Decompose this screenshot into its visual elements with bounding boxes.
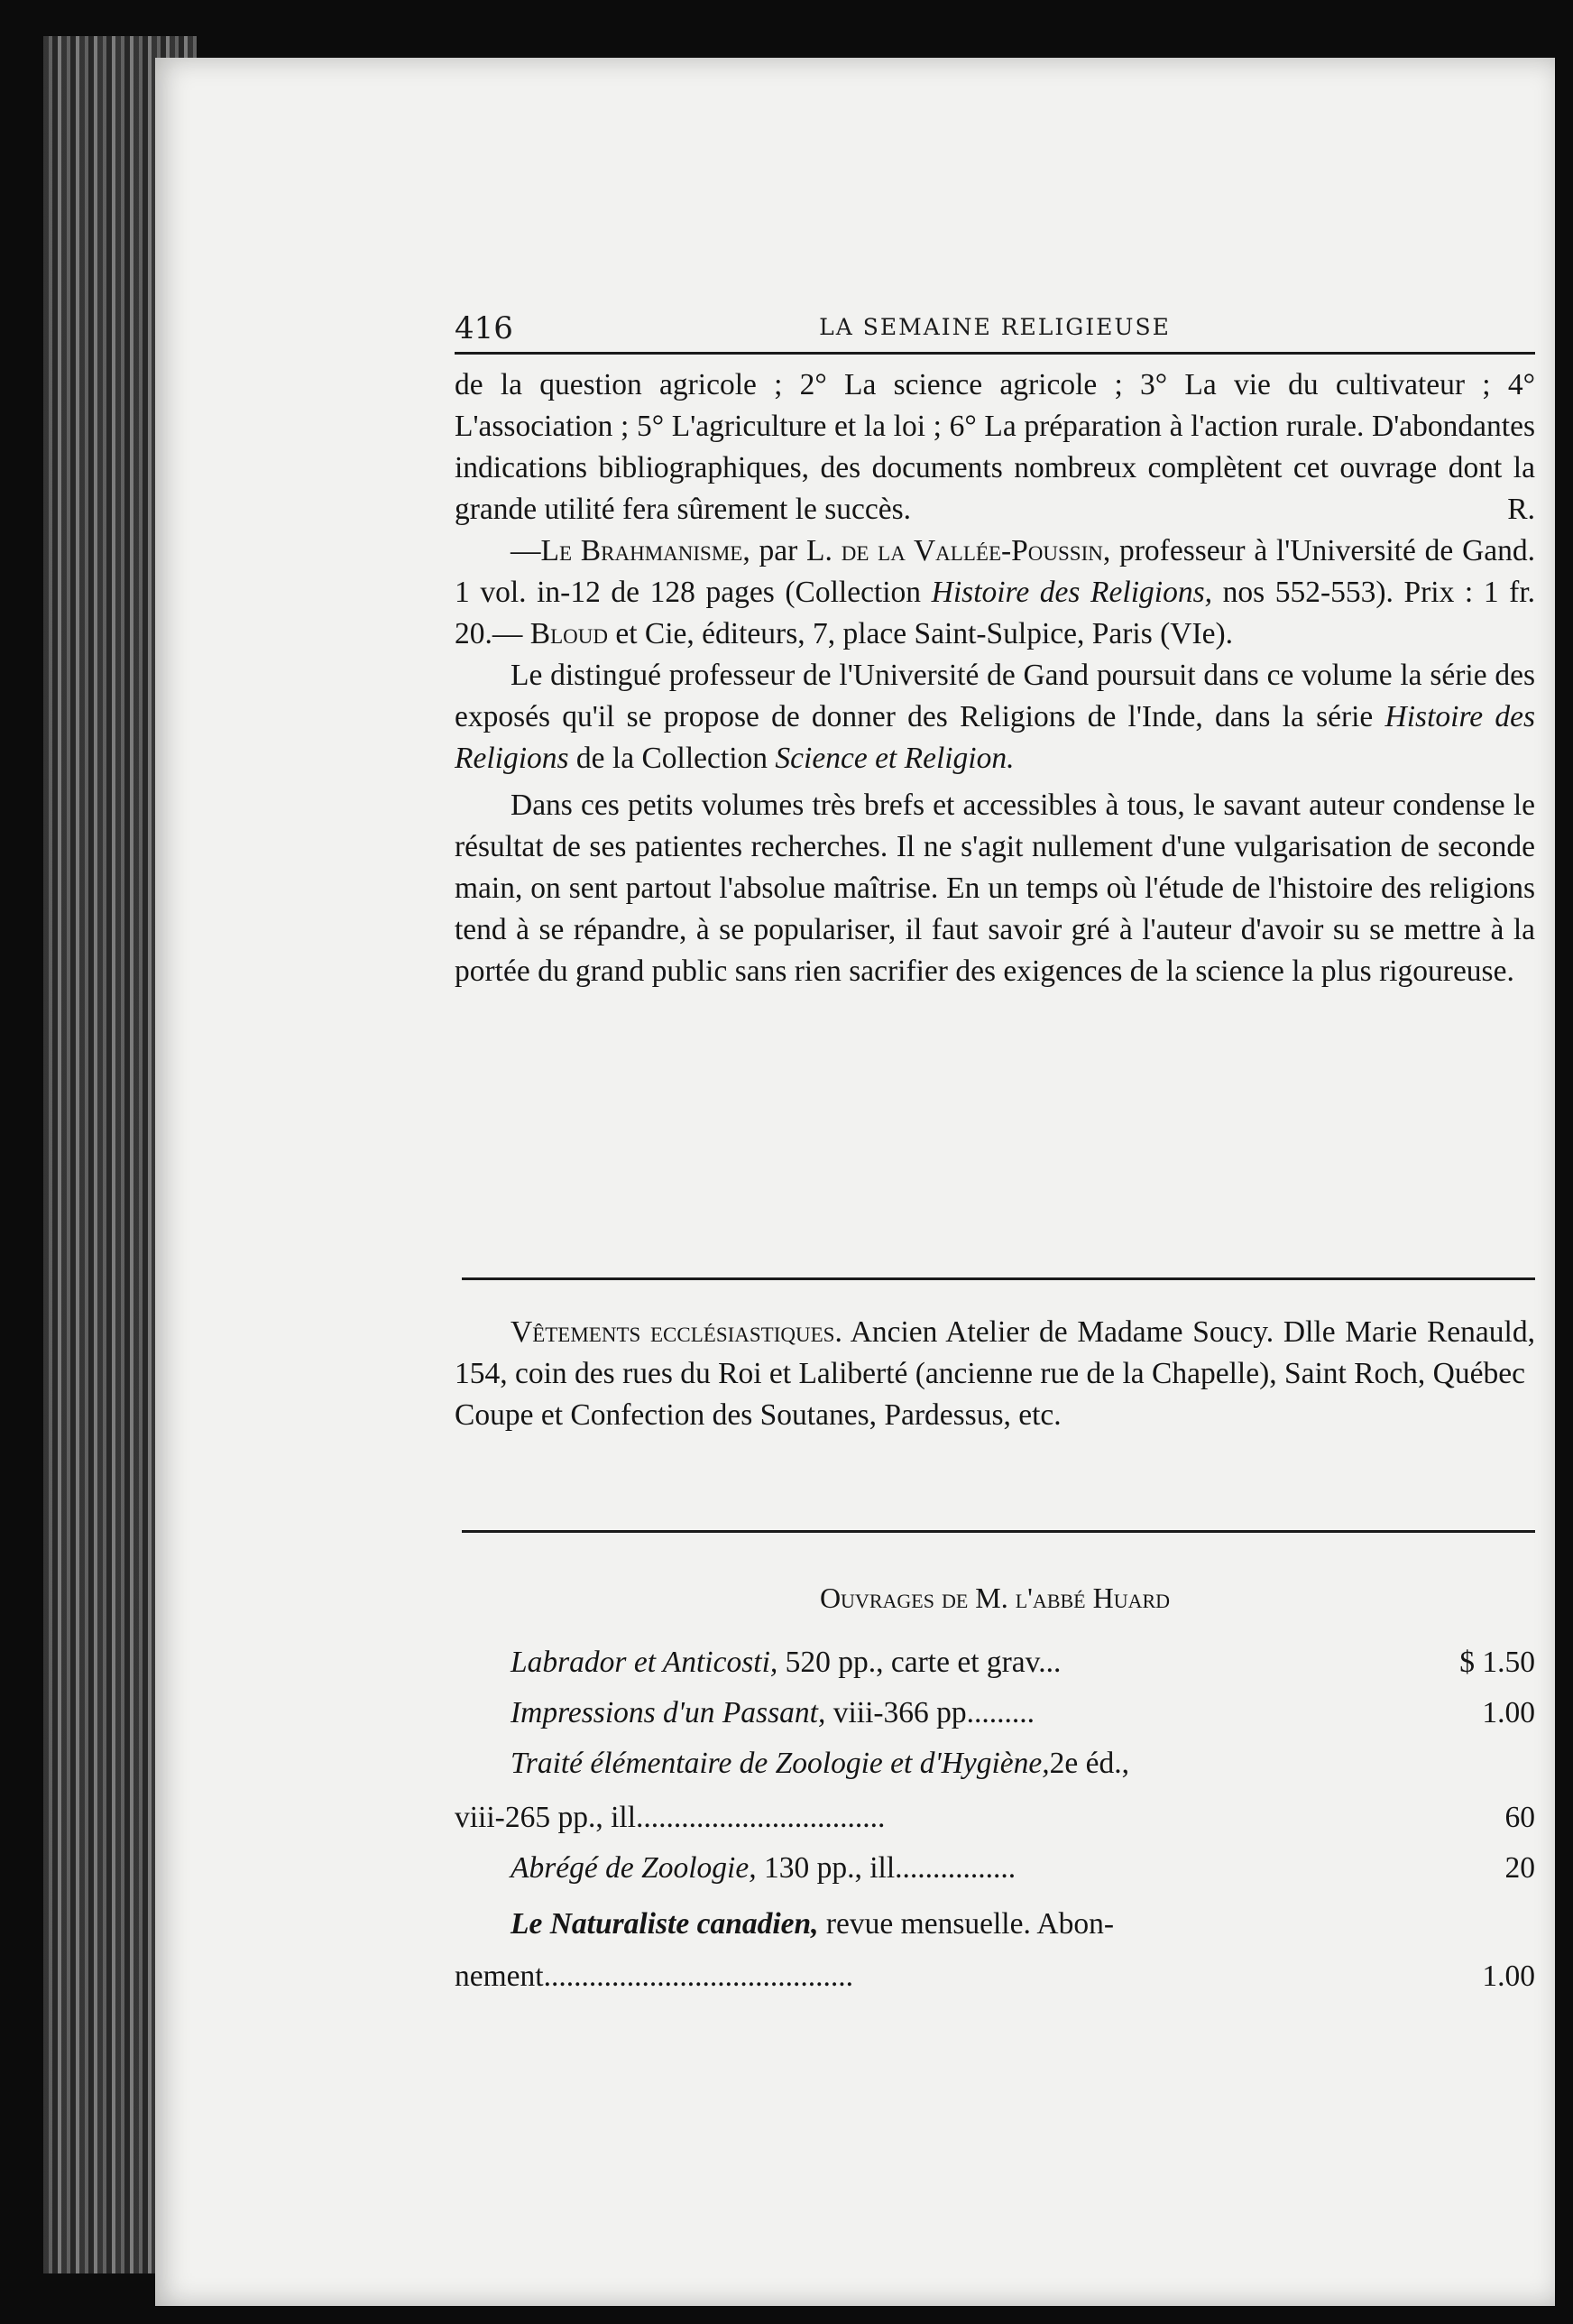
paragraph-text: Le distingué professeur de l'Université de Gand poursuit dans ce volume la série des exposés qu'il se propose de donner des Religions de l'Inde, dans la série [455, 659, 1535, 733]
book-price-list [455, 1646, 1535, 2010]
entry-text: nos 552-553). Prix : 1 fr. 20.— [455, 576, 1535, 650]
book-title: Labrador et Anticosti, [511, 1646, 778, 1679]
running-head [455, 310, 1535, 346]
book-entry [511, 1907, 1114, 1941]
section-rule [462, 1530, 1535, 1533]
list-item [455, 1801, 1535, 1851]
advert-paragraph [455, 1312, 1535, 1395]
advert-lead: Vêtements ecclésiastiques. [511, 1315, 842, 1349]
reviewer-signature: R. [1507, 493, 1535, 526]
page-number: 416 [455, 310, 513, 346]
series-name: Histoire des Religions [455, 700, 1535, 775]
book-detail: 2e éd., [1049, 1747, 1129, 1780]
book-price: 1.00 [1482, 1960, 1535, 1993]
by-text: par L. [759, 534, 832, 567]
book-entry [455, 1801, 885, 1835]
entry-text: et Cie, éditeurs, 7, place Saint-Sulpice, Paris (VIe). [615, 617, 1234, 650]
book-entry [455, 1960, 853, 1994]
list-item [455, 1851, 1535, 1907]
paragraph-text: de la Collection [575, 742, 768, 775]
list-item [455, 1960, 1535, 2010]
book-detail: 520 pp., carte et grav... [785, 1646, 1062, 1679]
book-price: 20 [1504, 1851, 1535, 1885]
book-entry [511, 1696, 1035, 1730]
book-detail: 130 pp., ill................ [763, 1851, 1016, 1885]
publisher-name: Bloud [529, 617, 608, 650]
book-entry [511, 1851, 1016, 1886]
paragraph-distingue [455, 655, 1535, 779]
book-detail: viii-366 pp......... [832, 1696, 1035, 1729]
book-price: $ 1.50 [1459, 1646, 1535, 1679]
collection-name: Histoire des Religions, [931, 576, 1212, 609]
book-title: —Le Brahmanisme, [511, 534, 750, 567]
book-detail: nement......................................... [455, 1960, 853, 1993]
book-title: Traité élémentaire de Zoologie et d'Hygiène, [511, 1747, 1050, 1780]
header-rule [455, 352, 1535, 355]
book-title: Abrégé de Zoologie, [511, 1851, 757, 1885]
book-price: 60 [1504, 1801, 1535, 1834]
list-item [455, 1646, 1535, 1696]
book-detail: viii-265 pp., ill................................. [455, 1801, 886, 1834]
paragraph-agriculture [455, 364, 1535, 530]
collection-name: Science et Religion. [775, 742, 1015, 775]
review-text [455, 364, 1535, 992]
page [155, 58, 1555, 2306]
books-heading: Ouvrages de M. l'abbé Huard [819, 1582, 1171, 1614]
book-price: 1.00 [1482, 1696, 1535, 1729]
paragraph-brahmanisme-entry [455, 530, 1535, 655]
paragraph-text: de la question agricole ; 2° La science agricole ; 3° La vie du cultivateur ; 4° L'association ; 5° L'agriculture et la loi ; 6° La préparation à l'action rurale. D'abondantes indications bibliographiques, des documents nombreux complètent cet ouvrage dont la grande utilité fera sûrement le succès. [455, 368, 1535, 526]
advert-text [455, 1312, 1535, 1436]
advert-body: Ancien Atelier de Madame Soucy. Dlle Marie Renauld, 154, coin des rues du Roi et Laliberté (ancienne rue de la Chapelle), Saint Roch, Québec [455, 1315, 1535, 1390]
list-item [455, 1696, 1535, 1747]
list-item [455, 1747, 1535, 1801]
book-entry [511, 1747, 1129, 1781]
entry-text: professeur à l'Université de Gand. 1 vol. in-12 de 128 pages (Collection [455, 534, 1536, 609]
section-rule [462, 1277, 1535, 1280]
running-title: LA SEMAINE RELIGIEUSE [819, 314, 1171, 340]
book-title: Impressions d'un Passant, [511, 1696, 826, 1729]
book-detail: revue mensuelle. Abon- [825, 1907, 1114, 1941]
advert-last-line: Coupe et Confection des Soutanes, Pardessus, etc. [455, 1398, 1062, 1432]
list-item [455, 1907, 1535, 1960]
author-name: de la Vallée-Poussin, [841, 534, 1111, 567]
paragraph-petits-volumes: Dans ces petits volumes très brefs et accessibles à tous, le savant auteur condense le résultat de ses patientes recherches. Il ne s'agit nullement d'une vulgarisation de seconde main, on sent partout l'absolue maîtrise. En un temps où l'étude de l'histoire des religions tend à se répandre, à se populariser, il faut savoir gré à l'auteur d'avoir su se mettre à la portée du grand public sans rien sacrifier des exigences de la science la plus rigoureuse. [455, 788, 1535, 988]
book-title: Le Naturaliste canadien, [511, 1907, 819, 1941]
book-entry [511, 1646, 1061, 1680]
